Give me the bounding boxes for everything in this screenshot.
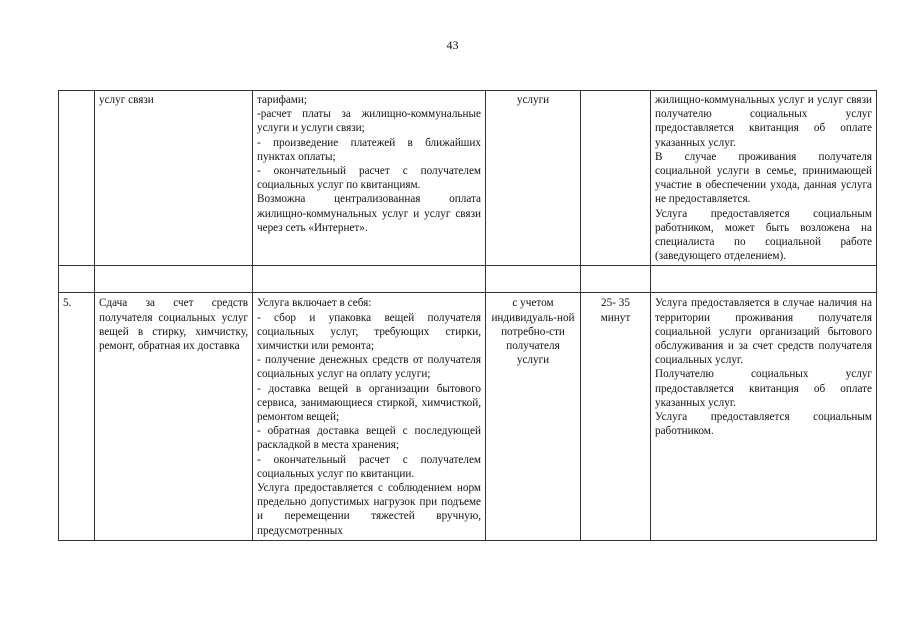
spacer-cell xyxy=(59,266,95,293)
content-paragraph: - окончательный расчет с получателем социальных услуг по квитанциям. xyxy=(257,165,481,192)
services-table xyxy=(58,90,877,541)
spacer-cell xyxy=(486,266,581,293)
page-number: 43 xyxy=(446,38,459,52)
service-name-cell xyxy=(95,293,253,540)
spacer-cell xyxy=(95,266,253,293)
conditions-cell xyxy=(651,293,877,540)
conditions-paragraph: Услуга предоставляется социальным работником. xyxy=(655,411,872,438)
spacer-cell xyxy=(581,266,651,293)
table-row xyxy=(59,91,877,266)
row-number-cell xyxy=(59,91,95,266)
row-number-cell: 5. xyxy=(59,293,95,540)
content-paragraph: - доставка вещей в организации бытового сервиса, занимающиеся стиркой, химчисткой, ремонтом вещей; xyxy=(257,382,481,424)
content-paragraph: - окончательный расчет с получателем социальных услуг по квитанции. xyxy=(257,453,481,480)
conditions-paragraph: В случае проживания получателя социальной услуги в семье, принимающей участие в обеспечении ухода, данная услуга не предоставляется. xyxy=(655,150,872,206)
content-paragraph: - произведение платежей в ближайших пунктах оплаты; xyxy=(257,136,481,163)
conditions-paragraph: Услуга предоставляется социальным работником, может быть возложена на специалиста по социальной работе (заведующего отделением). xyxy=(655,207,872,263)
volume-cell: с учетом индивидуаль-ной потребно-сти получателя услуги xyxy=(486,293,581,540)
content-paragraph: Услуга включает в себя: xyxy=(257,297,372,310)
service-content-cell xyxy=(253,91,486,266)
spacer-cell xyxy=(253,266,486,293)
table-row-spacer xyxy=(59,266,877,293)
time-cell: 25- 35 минут xyxy=(581,293,651,540)
conditions-cell xyxy=(651,91,877,266)
volume-cell: услуги xyxy=(486,91,581,266)
service-name-text: Сдача за счет средств получателя социальных услуг вещей в стирку, химчистку, ремонт, обратная их доставка xyxy=(99,297,248,353)
conditions-paragraph: Получателю социальных услуг предоставляется квитанция об оплате указанных услуг. xyxy=(655,368,872,409)
content-paragraph: -расчет платы за жилищно-коммунальные услуги и услуги связи; xyxy=(257,108,481,135)
conditions-paragraph: Услуга предоставляется в случае наличия на территории проживания получателя социальной услуги организаций бытового обслуживания и за счет средств получателя социальных услуг. xyxy=(655,297,872,367)
content-paragraph: - обратная доставка вещей с последующей раскладкой в места хранения; xyxy=(257,425,481,452)
content-paragraph: - сбор и упаковка вещей получателя социальных услуг, требующих стирки, химчистки или ремонта; xyxy=(257,311,481,353)
content-paragraph: - получение денежных средств от получателя социальных услуг на оплату услуги; xyxy=(257,354,481,381)
table-row xyxy=(59,293,877,540)
conditions-paragraph: жилищно-коммунальных услуг и услуг связи получателю социальных услуг предоставляется квитанция об оплате указанных услуг. xyxy=(655,94,872,149)
service-name-cell: услуг связи xyxy=(95,91,253,266)
service-content-cell xyxy=(253,293,486,540)
content-paragraph: Услуга предоставляется с соблюдением норм предельно допустимых нагрузок при подъеме и перемещении тяжестей вручную, предусмотренных xyxy=(257,482,481,537)
content-paragraph: тарифами; xyxy=(257,94,307,106)
time-cell xyxy=(581,91,651,266)
spacer-cell xyxy=(651,266,877,293)
content-paragraph: Возможна централизованная оплата жилищно-коммунальных услуг и услуг связи через сеть «Интернет». xyxy=(257,193,481,234)
